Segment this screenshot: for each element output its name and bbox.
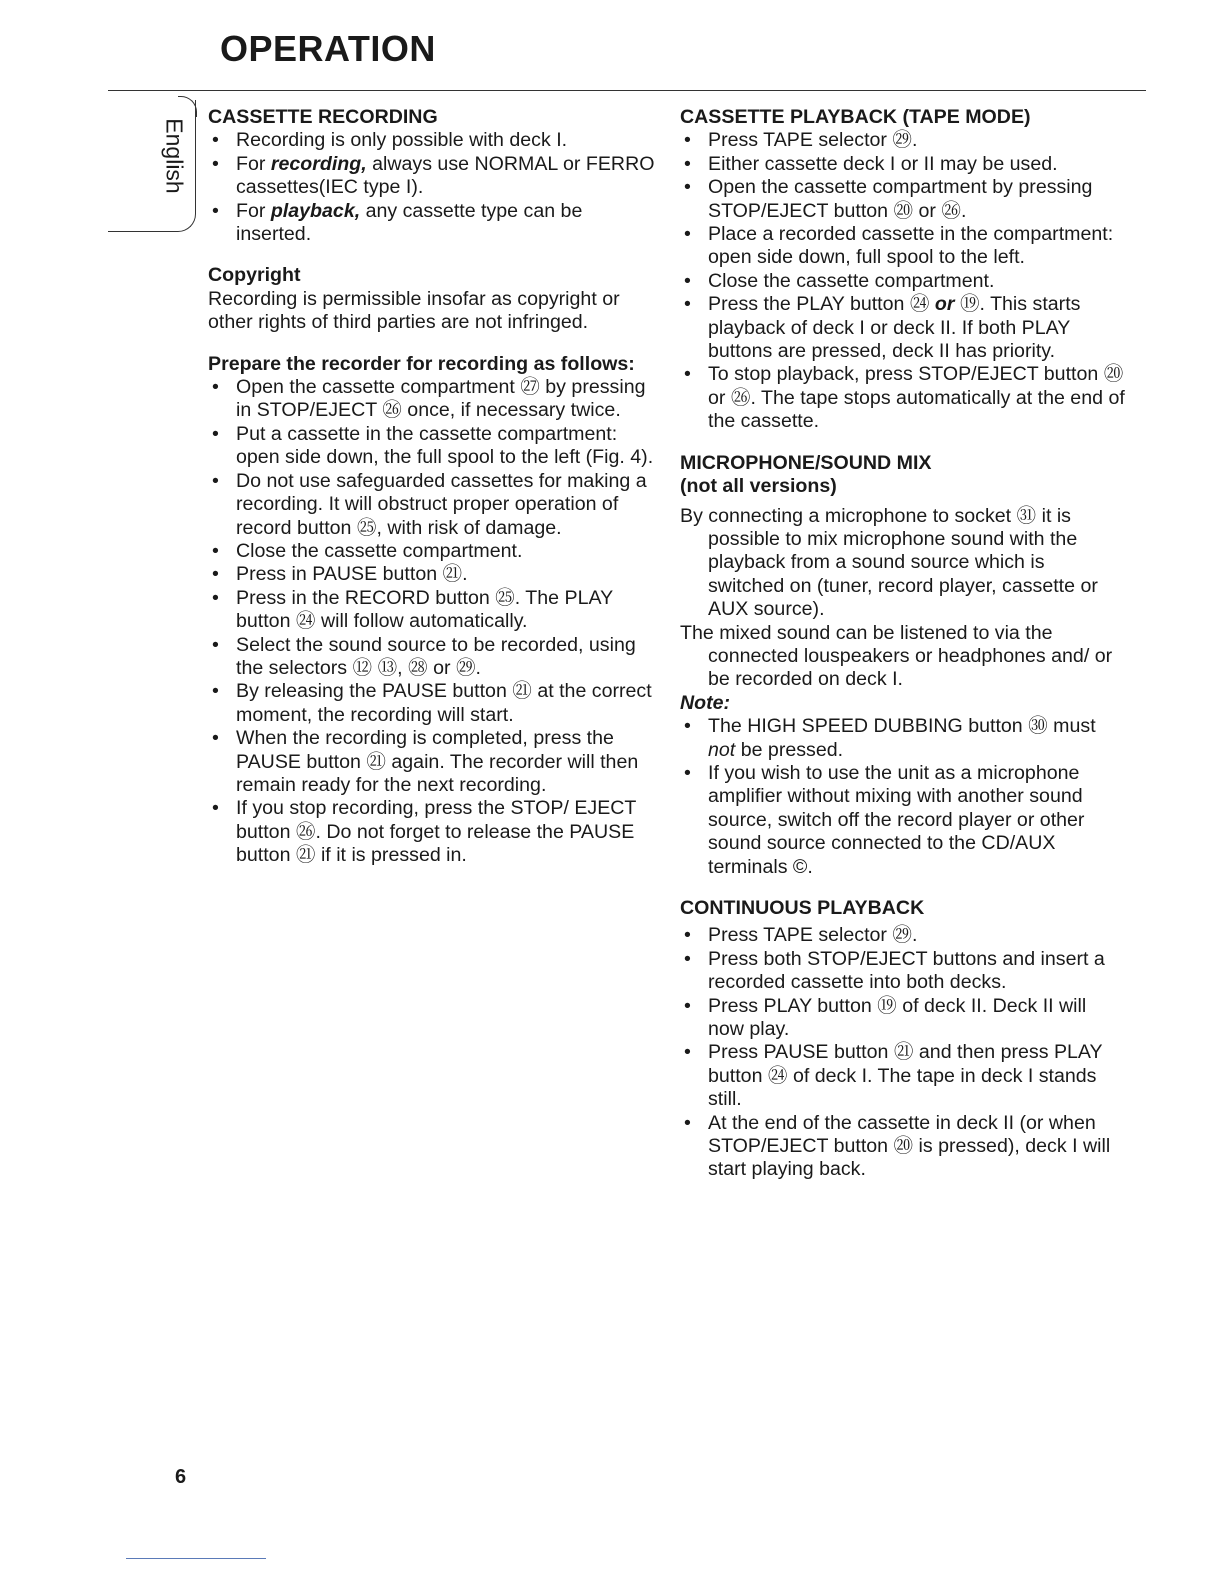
list-item: • When the recording is completed, press the PAUSE button ㉑ again. The recorder will then remain ready for the next recording. (208, 727, 658, 797)
cassette-recording-section (208, 106, 658, 246)
playback-section (680, 106, 1125, 434)
page-number: 6 (175, 1466, 187, 1488)
copyright-section (208, 264, 658, 334)
list-item: • Open the cassette compartment by pressing STOP/EJECT button ⑳ or ㉖. (680, 176, 1125, 223)
list-item: • Either cassette deck I or II may be used. (680, 153, 1125, 176)
list-item: • Do not use safeguarded cassettes for making a recording. It will obstruct proper operation of record button ㉕, with risk of damage. (208, 470, 658, 540)
list-item: • By releasing the PAUSE button ㉑ at the correct moment, the recording will start. (208, 680, 658, 727)
list-item: • Press the PLAY button ㉔ or ⑲. This starts playback of deck I or deck II. If both PLAY buttons are pressed, deck II has priority. (680, 293, 1125, 363)
note-label: Note: (680, 691, 731, 714)
list-item: • Open the cassette compartment ㉗ by pressing in STOP/EJECT ㉖ once, if necessary twice. (208, 376, 658, 423)
playback-list (680, 129, 1125, 433)
list-item: • Press both STOP/EJECT buttons and insert a recorded cassette into both decks. (680, 948, 1125, 995)
list-item: • If you wish to use the unit as a microphone amplifier without mixing with another sound source, switch off the record player or other sound source connected to the CD/AUX terminals ©. (680, 762, 1125, 879)
list-item: • Press TAPE selector ㉙. (680, 924, 1125, 947)
list-item: • Place a recorded cassette in the compartment: open side down, full spool to the left. (680, 223, 1125, 270)
prepare-heading: Prepare the recorder for recording as follows: (208, 352, 635, 375)
mic-paragraph-1: By connecting a microphone to socket ㉛ it is possible to mix microphone sound with the playback from a sound source which is switched on (tuner, record player, cassette or AUX source). (680, 504, 1098, 621)
continuous-section (680, 897, 1125, 1182)
continuous-list (680, 924, 1125, 1181)
list-item: • Press in PAUSE button ㉑. (208, 563, 658, 586)
cassette-recording-list (208, 129, 658, 246)
list-item: • If you stop recording, press the STOP/ EJECT button ㉖. Do not forget to release the PAUSE button ㉑ if it is pressed in. (208, 797, 658, 867)
list-item: • Select the sound source to be recorded, using the selectors ⑫ ⑬, ㉘ or ㉙. (208, 634, 658, 681)
cassette-recording-heading: CASSETTE RECORDING (208, 106, 438, 128)
list-item: • Press PAUSE button ㉑ and then press PLAY button ㉔ of deck I. The tape in deck I stands still. (680, 1041, 1125, 1111)
prepare-section (208, 353, 658, 868)
playback-heading: CASSETTE PLAYBACK (TAPE MODE) (680, 106, 1031, 128)
language-tab-label: English (161, 118, 188, 194)
footer-line (126, 1558, 266, 1559)
mic-section (680, 452, 1125, 879)
list-item: • For recording, always use NORMAL or FERRO cassettes(IEC type I). (208, 153, 658, 200)
list-item: • Press TAPE selector ㉙. (680, 129, 1125, 152)
list-item: • To stop playback, press STOP/EJECT button ⑳ or ㉖. The tape stops automatically at the end of the cassette. (680, 363, 1125, 433)
header-divider (108, 90, 1146, 91)
prepare-list (208, 376, 658, 868)
page-title: OPERATION (220, 28, 436, 69)
copyright-text: Recording is permissible insofar as copyright or other rights of third parties are not infringed. (208, 287, 620, 334)
continuous-heading: CONTINUOUS PLAYBACK (680, 897, 925, 919)
list-item: • Recording is only possible with deck I. (208, 129, 658, 152)
list-item: • Press PLAY button ⑲ of deck II. Deck II will now play. (680, 995, 1125, 1042)
list-item: • Put a cassette in the cassette compartment: open side down, the full spool to the left (Fig. 4). (208, 423, 658, 470)
note-list (680, 715, 1125, 879)
list-item: • For playback, any cassette type can be inserted. (208, 200, 658, 247)
right-column (680, 106, 1125, 1200)
list-item: • Close the cassette compartment. (208, 540, 658, 563)
list-item: • At the end of the cassette in deck II (or when STOP/EJECT button ⑳ is pressed), deck I will start playing back. (680, 1112, 1125, 1182)
left-column (208, 106, 658, 886)
mic-heading: MICROPHONE/SOUND MIX (680, 451, 932, 474)
copyright-heading: Copyright (208, 264, 301, 287)
mic-subheading: (not all versions) (680, 475, 837, 498)
mic-paragraph-2: The mixed sound can be listened to via the connected louspeakers or headphones and/ or be recorded on deck I. (680, 621, 1113, 691)
list-item: • Press in the RECORD button ㉕. The PLAY button ㉔ will follow automatically. (208, 587, 658, 634)
list-item: • The HIGH SPEED DUBBING button ㉚ must not be pressed. (680, 715, 1125, 762)
list-item: • Close the cassette compartment. (680, 270, 1125, 293)
